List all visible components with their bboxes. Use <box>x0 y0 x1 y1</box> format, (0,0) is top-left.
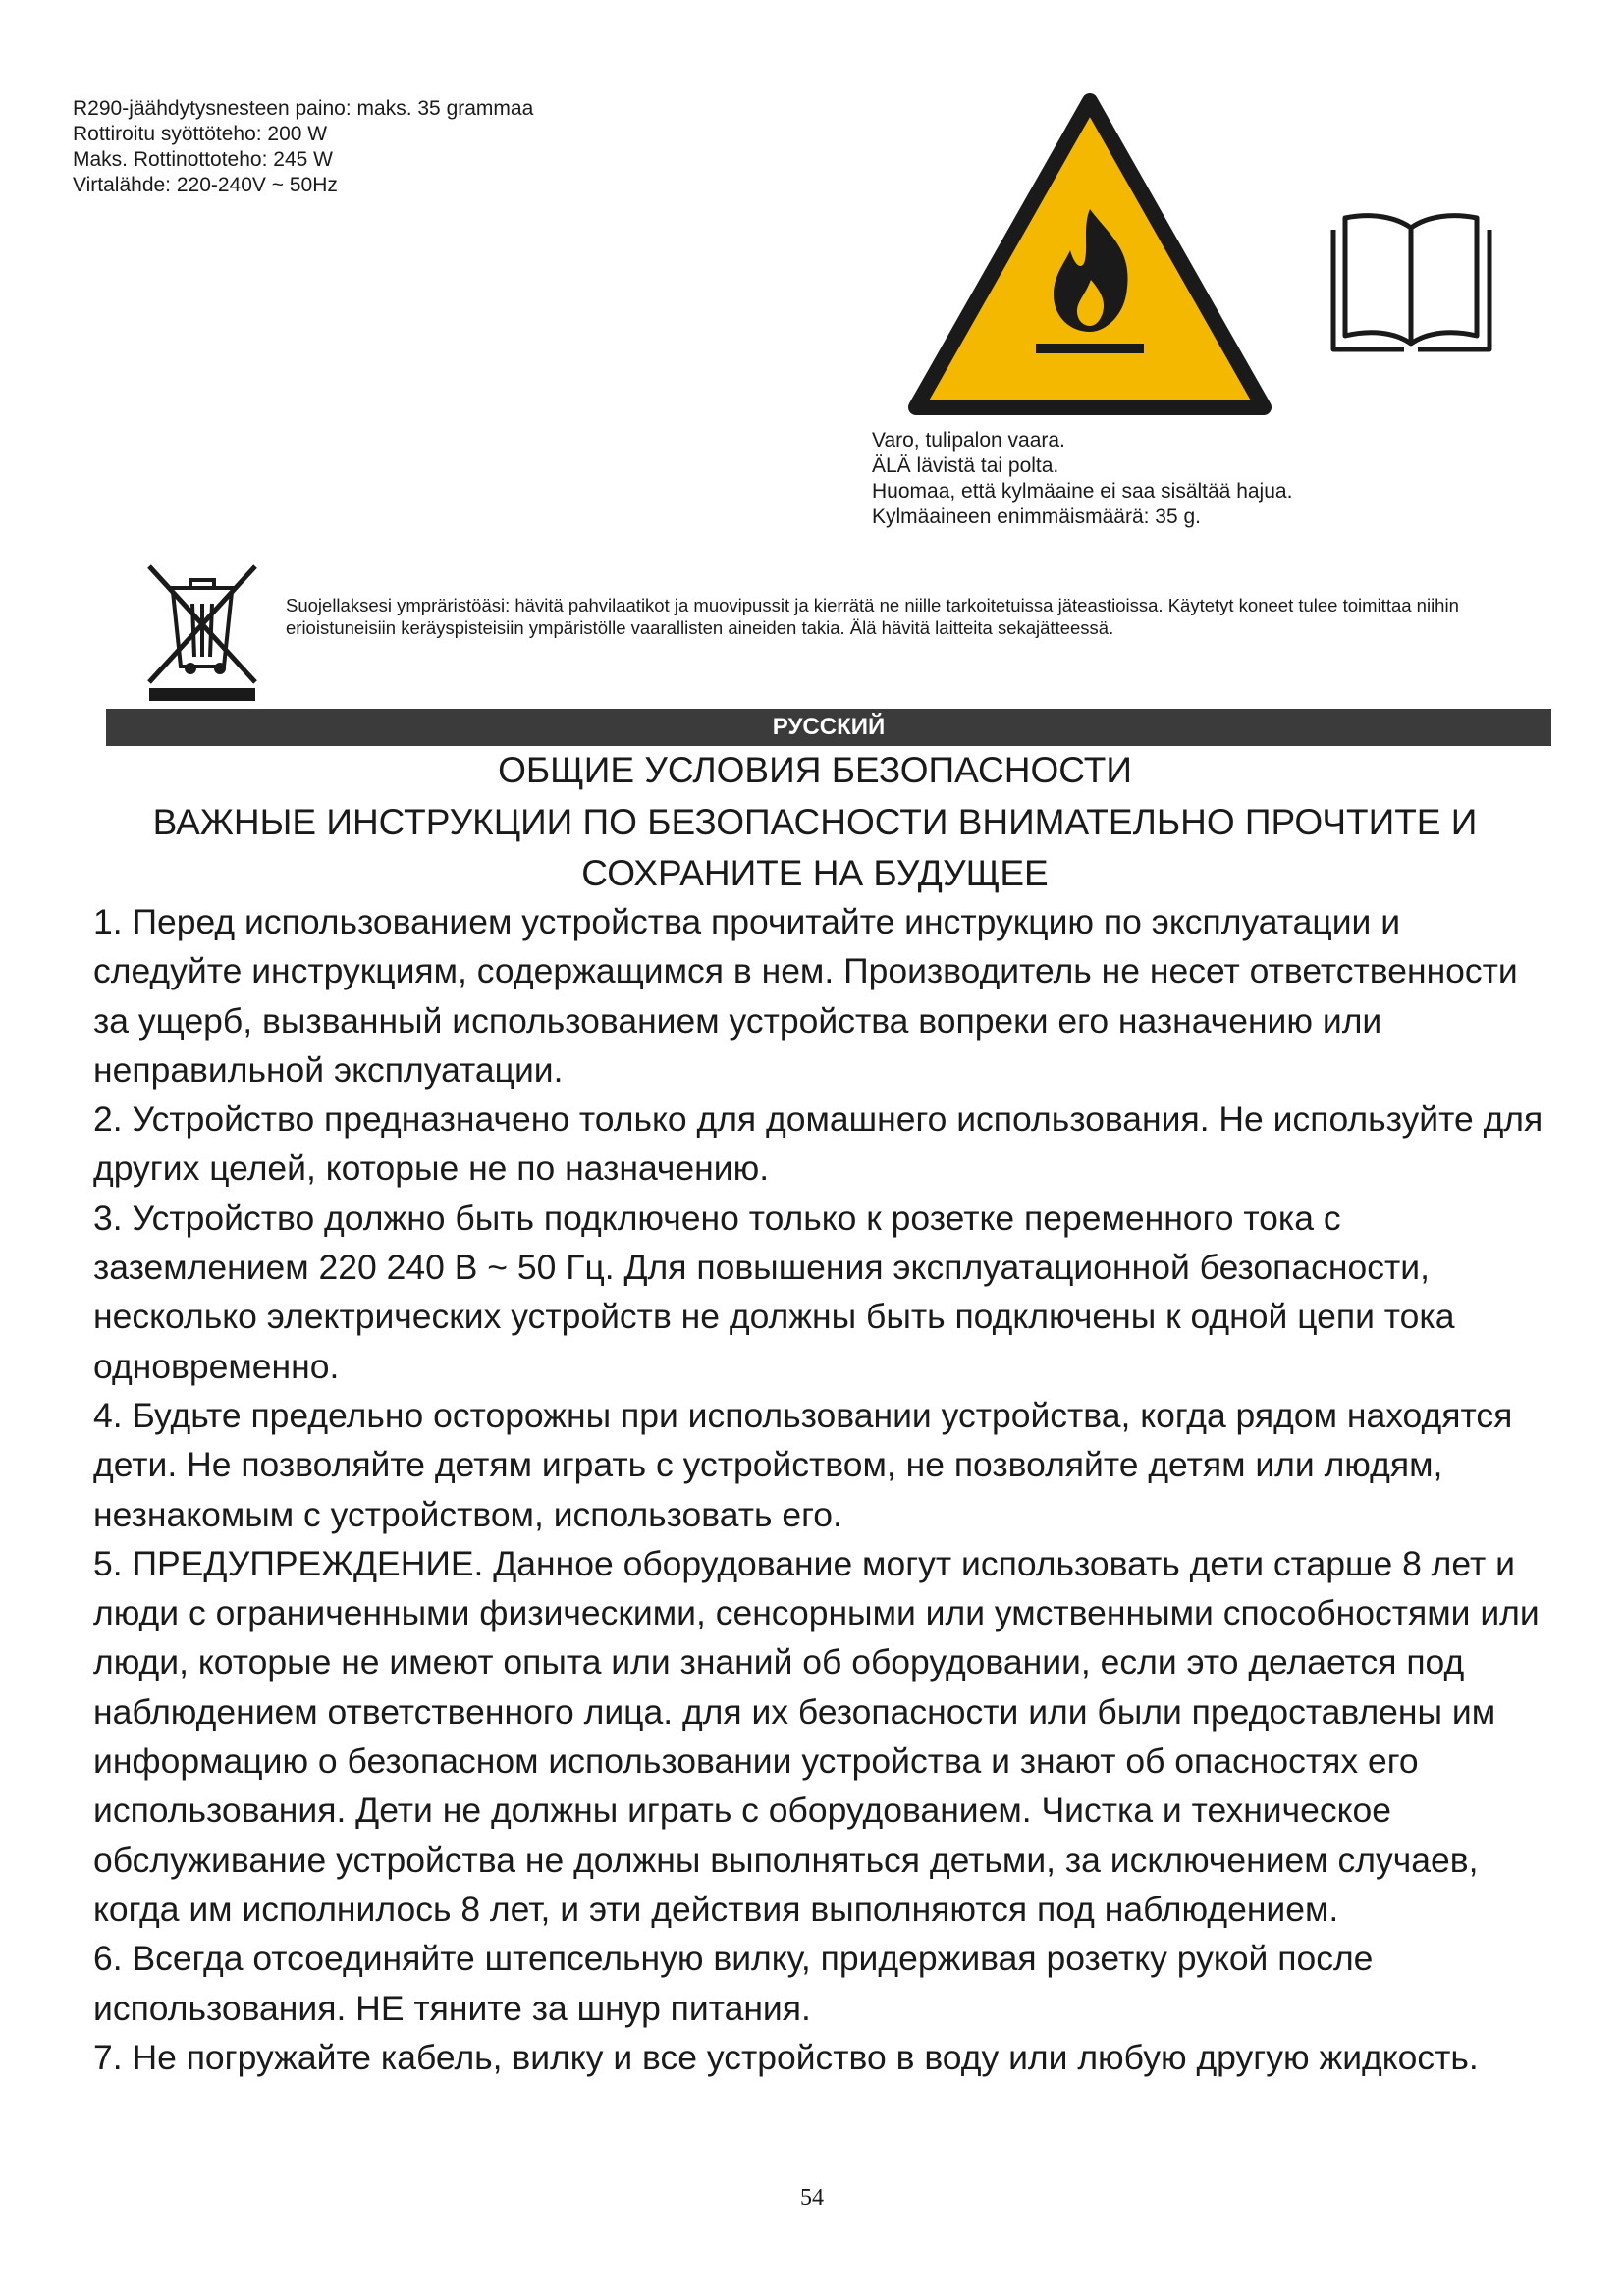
spec-line: Virtalähde: 220-240V ~ 50Hz <box>73 174 338 196</box>
flammable-warning-icon <box>908 93 1272 417</box>
instruction-item: 3. Устройство должно быть подключено только к розетке переменного тока с заземлением 220 240 В ~ 50 Гц. Для повышения эксплуатационной безопасности, несколько электрических устройств не должны быть подключены к одной цепи тока одновременно. <box>93 1198 1455 1386</box>
spec-line: R290-jäähdytysnesteen paino: maks. 35 grammaa <box>73 97 534 120</box>
instruction-item: 7. Не погружайте кабель, вилку и все устройство в воду или любую другую жидкость. <box>93 2037 1479 2077</box>
caution-line: Kylmäaineen enimmäismäärä: 35 g. <box>872 506 1201 528</box>
caution-line: ÄLÄ lävistä tai polta. <box>872 454 1059 477</box>
caution-line: Huomaa, että kylmäaine ei saa sisältää hajua. <box>872 480 1293 503</box>
manual-book-icon <box>1326 208 1497 355</box>
page-number: 54 <box>800 2185 824 2211</box>
instruction-item: 5. ПРЕДУПРЕЖДЕНИЕ. Данное оборудование могут использовать дети старше 8 лет и люди с ограниченными физическими, сенсорными или умственными способностями или люди, которые не имеют опыта или знаний об оборудовании, если это делается под наблюдением ответственного лица. для их безопасности или были предоставлены им информацию о безопасном использовании устройства и знают об опасностях его использования. Дети не должны играть с оборудованием. Чистка и техническое обслуживание устройства не должны выполняться детьми, за исключением случаев, когда им исполнилось 8 лет, и эти действия выполняются под наблюдением. <box>93 1543 1540 1929</box>
language-header: РУССКИЙ <box>106 709 1551 746</box>
caution-line: Varo, tulipalon vaara. <box>872 429 1065 452</box>
caution-block <box>872 428 1292 530</box>
page-subtitle: ВАЖНЫЕ ИНСТРУКЦИИ ПО БЕЗОПАСНОСТИ ВНИМАТЕЛЬНО ПРОЧТИТЕ И СОХРАНИТЕ НА БУДУЩЕЕ <box>152 802 1478 893</box>
instruction-item: 6. Всегда отсоединяйте штепсельную вилку, придерживая розетку рукой после использования. НЕ тяните за шнур питания. <box>93 1939 1374 2028</box>
instruction-item: 2. Устройство предназначено только для домашнего использования. Не используйте для других целей, которые не по назначению. <box>93 1099 1543 1189</box>
instructions-list <box>93 897 1546 2082</box>
specs-block <box>73 96 533 198</box>
spec-line: Rottiroitu syöttöteho: 200 W <box>73 123 328 145</box>
page-title: ОБЩИЕ УСЛОВИЯ БЕЗОПАСНОСТИ <box>498 750 1132 790</box>
instruction-item: 1. Перед использованием устройства прочитайте инструкцию по эксплуатации и следуйте инструкциям, содержащимся в нем. Производитель не несет ответственности за ущерб, вызванный использованием устройства вопреки его назначению или неправильной эксплуатации. <box>93 902 1518 1090</box>
spec-line: Maks. Rottinottoteho: 245 W <box>73 148 333 171</box>
instruction-item: 4. Будьте предельно осторожны при использовании устройства, когда рядом находятся дети. Не позволяйте детям играть с устройством, не позволяйте детям или людям, незнакомым с устройством, использовать его. <box>93 1395 1513 1534</box>
crossed-bin-icon <box>143 561 261 704</box>
disposal-text: Suojellaksesi ympräristöäsi: hävitä pahvilaatikot ja muovipussit ja kierrätä ne niille tarkoitetuissa jäteastioissa. Käytetyt koneet tulee toimittaa niihin erioistuneisiin keräyspisteisiin ympäristölle vaarallisten aineiden takia. Älä hävitä laitteita sekajätteessä. <box>286 595 1459 638</box>
